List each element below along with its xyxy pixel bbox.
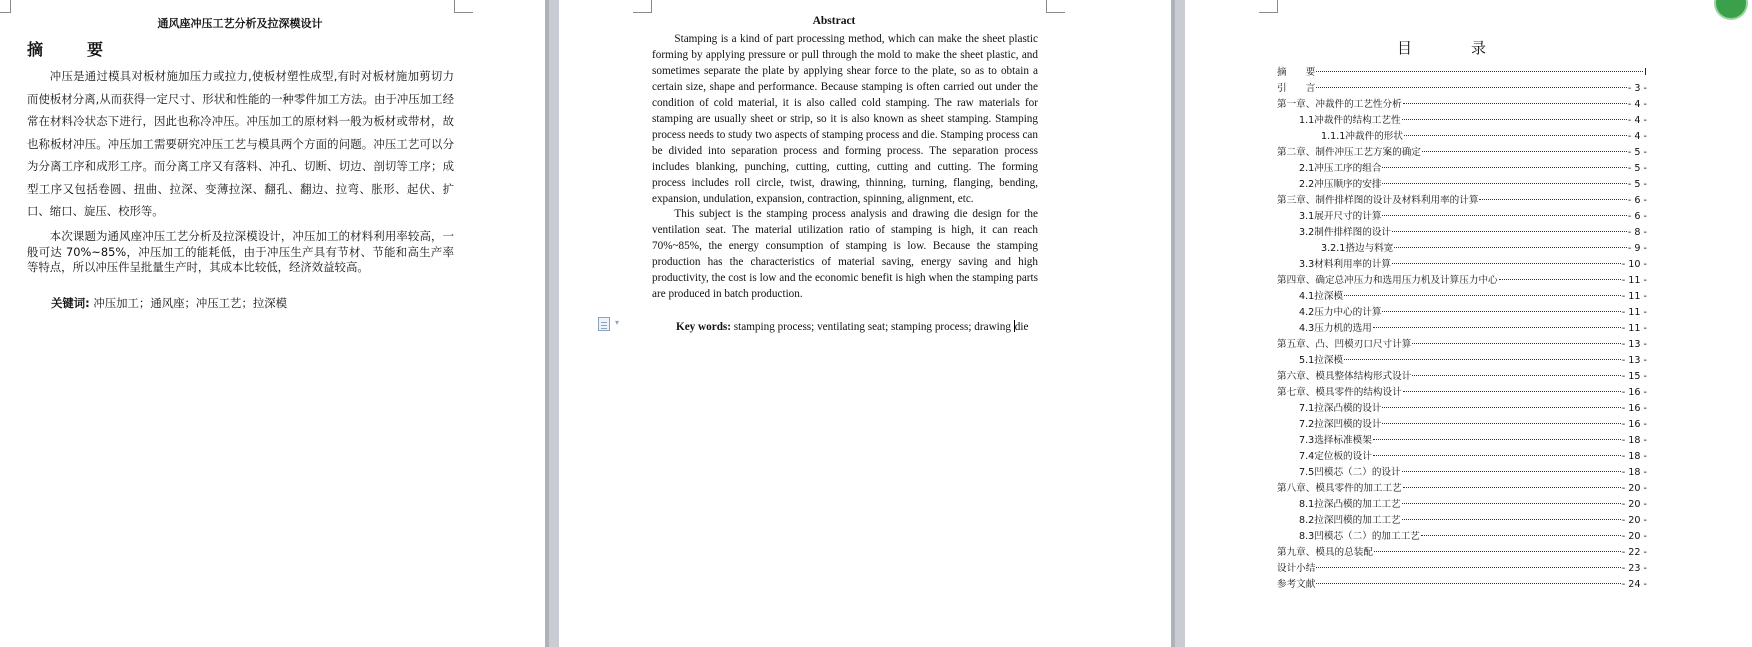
toc-entry[interactable] xyxy=(1277,112,1647,128)
page-chinese-abstract xyxy=(0,0,545,647)
toc-entry-page: - 20 - xyxy=(1621,515,1647,526)
toc-entry[interactable] xyxy=(1277,256,1647,272)
toc-entry[interactable] xyxy=(1277,160,1647,176)
abstract-paragraph-1[interactable]: 冲压是通过模具对板材施加压力或拉力,使板材塑性成型,有时对板材施加剪切力而使板材分离,从而获得一定尺寸、形状和性能的一种零件加工方法。由于冲压加工经常在材料冷状态下进行，因此也称冷冲压。冲压加工的原材料一般为板材或带材，故也称板材冲压。冲压加工需要研究冲压工艺与模具两个方面的问题。冲压工艺可以分为分离工序和成形工序。而分离工序又有落料、冲孔、切断、切边、剖切等工序；成型工序又包括卷圆、扭曲、拉深、变薄拉深、翻孔、翻边、拉弯、胀形、起伏、扩口、缩口、旋压、校形等。 xyxy=(27,69,454,218)
toc-entry-page: - 16 - xyxy=(1621,419,1647,430)
crop-mark xyxy=(454,0,473,13)
toc-dot-leader xyxy=(1382,183,1626,184)
toc-entry[interactable] xyxy=(1277,288,1647,304)
toc-entry[interactable] xyxy=(1277,336,1647,352)
toc-entry-page: - 22 - xyxy=(1621,547,1647,558)
toc-entry[interactable] xyxy=(1277,96,1647,112)
page-gap xyxy=(545,0,559,647)
toc-entry-title: 1.1.1冲裁件的形状 xyxy=(1321,131,1403,142)
toc-entry-title: 2.1冲压工序的组合 xyxy=(1299,163,1382,174)
toc-dot-leader xyxy=(1344,295,1621,296)
toc-dot-leader xyxy=(1382,311,1620,312)
page-english-abstract xyxy=(559,0,1171,647)
toc-entry-title: 7.5凹模芯（二）的设计 xyxy=(1299,467,1401,478)
toc-entry-page: - 8 - xyxy=(1627,227,1647,238)
keywords-text: stamping process; ventilating seat; stamping process; drawing xyxy=(733,321,1014,333)
toc-entry[interactable] xyxy=(1277,448,1647,464)
toc-title: 目 录 xyxy=(1396,39,1508,57)
toc-entry-title: 2.2冲压顺序的安排 xyxy=(1299,179,1382,190)
keywords-line[interactable] xyxy=(51,295,287,311)
toc-entry-title: 3.3材料利用率的计算 xyxy=(1299,259,1392,270)
toc-entry[interactable] xyxy=(1277,400,1647,416)
keywords-label: 关键词: xyxy=(51,296,90,310)
toc-entry-title: 设计小结 xyxy=(1277,563,1316,574)
toc-entry[interactable] xyxy=(1277,576,1647,592)
toc-dot-leader xyxy=(1382,407,1620,408)
toc-dot-leader xyxy=(1403,487,1621,488)
page-header: 通风座冲压工艺分析及拉深模设计 xyxy=(157,17,323,30)
abstract-paragraph-2[interactable]: 本次课题为通风座冲压工艺分析及拉深模设计，冲压加工的材料利用率较高，一般可达 70%~85%，冲压加工的能耗低，由于冲压生产具有节材、节能和高生产率等特点，所以冲压件呈批量生产时，其成本比较低，经济效益较高。 xyxy=(27,229,454,274)
toc-entry[interactable] xyxy=(1277,208,1647,224)
toc-entry-page: - 18 - xyxy=(1621,467,1647,478)
toc-dot-leader xyxy=(1404,135,1627,136)
toc-entry-title: 第二章、制件冲压工艺方案的确定 xyxy=(1277,147,1421,158)
toc-entry-title: 第九章、模具的总装配 xyxy=(1277,547,1373,558)
toc-entry-title: 3.2制件排样图的设计 xyxy=(1299,227,1392,238)
keywords-label: Key words: xyxy=(676,321,731,333)
toc-entry-title: 4.2压力中心的计算 xyxy=(1299,307,1382,318)
toc-entry-page: - 3 - xyxy=(1627,83,1647,94)
toc-entry[interactable] xyxy=(1277,528,1647,544)
toc-entry-page: - 5 - xyxy=(1627,147,1647,158)
toc-entry[interactable] xyxy=(1277,80,1647,96)
crop-mark xyxy=(1259,0,1278,13)
toc-dot-leader xyxy=(1382,215,1626,216)
toc-entry-title: 摘 要 xyxy=(1277,67,1316,78)
toc-entry-page: - 10 - xyxy=(1621,259,1647,270)
toc-dot-leader xyxy=(1316,583,1620,584)
toc-entry-page: - 5 - xyxy=(1627,163,1647,174)
english-paragraph-1[interactable]: Stamping is a kind of part processing method, which can make the sheet plastic forming by applying pressure or pull through the mold to make the sheet plastic, and sometimes separate the plate by applying shear force to the plate, so as to obtain a certain size, shape and performance. Because stamping is often carried out under the condition of cold material, it is also called cold stamping. The raw materials for stamping are usually sheet or strip, so it is also known as sheet stamping. Stamping process needs to study two aspects of stamping process and die. Stamping process can be divided into separation process and forming process. The separation process includes blanking, punching, cutting, cutting, cutting and cutting. The forming process includes roll circle, twist, drawing, thinning, turning, flanging, bending, expansion, undulation, expansion, contraction, spinning, alignment, etc. xyxy=(652,33,1038,205)
abstract-title: Abstract xyxy=(812,15,856,27)
toc-entry[interactable] xyxy=(1277,432,1647,448)
toc-entry-title: 8.3凹模芯（二）的加工工艺 xyxy=(1299,531,1420,542)
toc-entry-page: - 9 - xyxy=(1627,243,1647,254)
toc-entry-title: 5.1拉深模 xyxy=(1299,355,1344,366)
keywords-line[interactable] xyxy=(676,320,1028,333)
toc-dot-leader xyxy=(1403,391,1621,392)
toc-entry-title: 第一章、冲裁件的工艺性分析 xyxy=(1277,99,1402,110)
toc-dot-leader xyxy=(1316,87,1626,88)
toc-entry[interactable] xyxy=(1277,496,1647,512)
toc-entry-title: 8.1拉深凸模的加工工艺 xyxy=(1299,499,1401,510)
toc-entry-title: 第三章、制件排样图的设计及材料利用率的计算 xyxy=(1277,195,1479,206)
toc-entry-page: - 11 - xyxy=(1621,307,1647,318)
toc-entry[interactable] xyxy=(1277,416,1647,432)
keywords-text: 冲压加工；通风座；冲压工艺；拉深模 xyxy=(93,296,288,310)
toc-dot-leader xyxy=(1373,455,1621,456)
toc-entry-title: 7.1拉深凸模的设计 xyxy=(1299,403,1382,414)
toc-dot-leader xyxy=(1382,423,1620,424)
toc-entry-page: - 13 - xyxy=(1621,355,1647,366)
toc-entry-page: - 20 - xyxy=(1621,483,1647,494)
toc-entry-page: - 16 - xyxy=(1621,387,1647,398)
english-paragraph-2[interactable]: This subject is the stamping process analysis and drawing die design for the ventilation seat. The material utilization ratio of stamping is high, it can reach 70%~85%, the energy consumption of stamping is low. Because the stamping production has the characteristics of material saving, energy saving and high productivity, the cost is low and the economic benefit is high when the stamping parts are produced in batch production. xyxy=(652,208,1038,300)
toc-entry[interactable] xyxy=(1277,320,1647,336)
table-of-contents xyxy=(1277,64,1647,592)
abstract-heading: 摘 要 xyxy=(27,40,118,59)
toc-entry-page: - 11 - xyxy=(1621,323,1647,334)
toc-dot-leader xyxy=(1421,535,1621,536)
toc-entry-title: 3.1展开尺寸的计算 xyxy=(1299,211,1382,222)
toc-entry-page: - 13 - xyxy=(1621,339,1647,350)
toc-entry[interactable] xyxy=(1277,128,1647,144)
toc-entry-page: - 20 - xyxy=(1621,531,1647,542)
toc-entry-page: - 24 - xyxy=(1621,579,1647,590)
toc-entry[interactable] xyxy=(1277,64,1647,80)
toc-entry-page: - 18 - xyxy=(1621,451,1647,462)
toc-dot-leader xyxy=(1412,375,1620,376)
toc-entry-page: - 20 - xyxy=(1621,499,1647,510)
toc-entry-title: 第四章、确定总冲压力和选用压力机及计算压力中心 xyxy=(1277,275,1498,286)
toc-dot-leader xyxy=(1402,519,1621,520)
toc-entry-title: 7.4定位板的设计 xyxy=(1299,451,1372,462)
toc-entry-title: 第六章、模具整体结构形式设计 xyxy=(1277,371,1412,382)
toc-entry-title: 第五章、凸、凹模刃口尺寸计算 xyxy=(1277,339,1412,350)
toc-entry[interactable] xyxy=(1277,192,1647,208)
toc-entry[interactable] xyxy=(1277,352,1647,368)
toc-entry[interactable] xyxy=(1277,464,1647,480)
document-options-icon[interactable] xyxy=(598,317,610,331)
toc-dot-leader xyxy=(1394,247,1626,248)
toc-entry-page: - 4 - xyxy=(1627,131,1647,142)
toc-entry-page: - 4 - xyxy=(1627,115,1647,126)
toc-entry-title: 4.3压力机的选用 xyxy=(1299,323,1372,334)
toc-entry-page: - 11 - xyxy=(1621,275,1647,286)
toc-entry-title: 3.2.1搭边与料宽 xyxy=(1321,243,1394,254)
toc-dot-leader xyxy=(1392,263,1621,264)
toc-entry-title: 4.1拉深模 xyxy=(1299,291,1344,302)
toc-entry[interactable] xyxy=(1277,304,1647,320)
toc-dot-leader xyxy=(1316,567,1620,568)
toc-entry-title: 1.1冲裁件的结构工艺性 xyxy=(1299,115,1401,126)
toc-dot-leader xyxy=(1402,471,1621,472)
toc-entry[interactable] xyxy=(1277,544,1647,560)
toc-dot-leader xyxy=(1382,167,1626,168)
toc-dot-leader xyxy=(1392,231,1627,232)
toc-entry-page: - 4 - xyxy=(1627,99,1647,110)
toc-dot-leader xyxy=(1374,551,1621,552)
toc-dot-leader xyxy=(1403,103,1627,104)
toc-dot-leader xyxy=(1412,343,1620,344)
page-gap xyxy=(1171,0,1185,647)
toc-dot-leader xyxy=(1479,199,1626,200)
toc-entry-title: 8.2拉深凹模的加工工艺 xyxy=(1299,515,1401,526)
toc-entry[interactable] xyxy=(1277,512,1647,528)
toc-entry-title: 引 言 xyxy=(1277,83,1316,94)
toc-entry-page: I xyxy=(1644,67,1647,78)
toc-entry-page: - 16 - xyxy=(1621,403,1647,414)
toc-entry-title: 7.2拉深凹模的设计 xyxy=(1299,419,1382,430)
toc-entry-page: - 11 - xyxy=(1621,291,1647,302)
toc-entry[interactable] xyxy=(1277,272,1647,288)
toc-entry[interactable] xyxy=(1277,560,1647,576)
toc-entry[interactable] xyxy=(1277,144,1647,160)
toc-entry[interactable] xyxy=(1277,176,1647,192)
toc-entry-page: - 23 - xyxy=(1621,563,1647,574)
toc-entry-page: - 5 - xyxy=(1627,179,1647,190)
toc-dot-leader xyxy=(1373,439,1621,440)
toc-entry-page: - 6 - xyxy=(1627,211,1647,222)
toc-dot-leader xyxy=(1316,71,1643,72)
toc-entry-page: - 6 - xyxy=(1627,195,1647,206)
toc-entry[interactable] xyxy=(1277,480,1647,496)
page-table-of-contents xyxy=(1185,0,1752,647)
toc-dot-leader xyxy=(1344,359,1621,360)
toc-entry[interactable] xyxy=(1277,224,1647,240)
toc-entry-title: 7.3选择标准模架 xyxy=(1299,435,1372,446)
toc-entry-page: - 15 - xyxy=(1621,371,1647,382)
toc-dot-leader xyxy=(1499,279,1621,280)
keywords-text-end: die xyxy=(1014,321,1029,333)
toc-entry-title: 第七章、模具零件的结构设计 xyxy=(1277,387,1402,398)
toc-entry-page: - 18 - xyxy=(1621,435,1647,446)
toc-entry-title: 参考文献 xyxy=(1277,579,1316,590)
toc-entry-title: 第八章、模具零件的加工工艺 xyxy=(1277,483,1402,494)
toc-entry[interactable] xyxy=(1277,384,1647,400)
toc-entry[interactable] xyxy=(1277,240,1647,256)
toc-dot-leader xyxy=(1402,503,1621,504)
crop-mark xyxy=(1046,0,1065,13)
floating-action-button[interactable] xyxy=(1714,0,1748,20)
chevron-down-icon[interactable]: ▾ xyxy=(615,318,620,327)
toc-dot-leader xyxy=(1422,151,1627,152)
toc-dot-leader xyxy=(1402,119,1627,120)
toc-dot-leader xyxy=(1373,327,1621,328)
crop-mark xyxy=(633,0,652,13)
crop-mark xyxy=(0,0,11,13)
toc-entry[interactable] xyxy=(1277,368,1647,384)
